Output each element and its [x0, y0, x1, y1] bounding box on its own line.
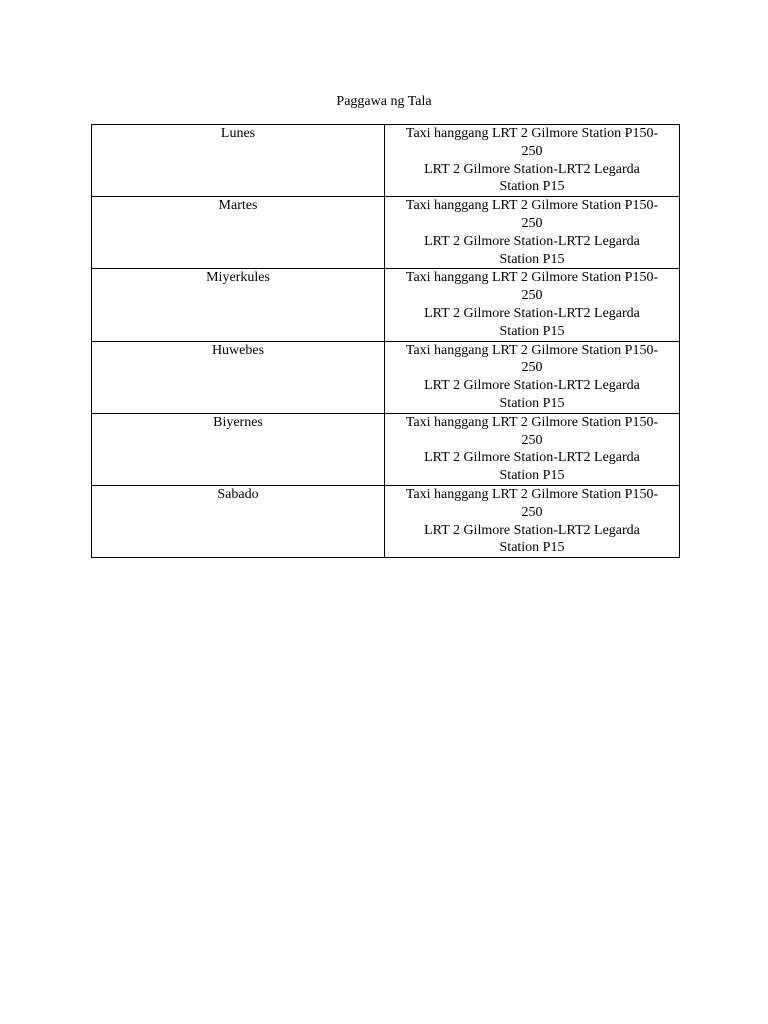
route-line: Station P15	[499, 179, 565, 195]
route-line: LRT 2 Gilmore Station-LRT2 Legarda	[424, 450, 640, 466]
route-cell	[385, 341, 680, 413]
table-row	[92, 341, 680, 413]
day-cell: Huwebes	[92, 341, 385, 413]
route-line: Station P15	[499, 468, 565, 484]
route-line: 250	[521, 432, 543, 448]
table-row	[92, 485, 680, 557]
table-row	[92, 413, 680, 485]
route-line: Taxi hanggang LRT 2 Gilmore Station P150-	[405, 342, 659, 358]
route-cell	[385, 197, 680, 269]
route-line: LRT 2 Gilmore Station-LRT2 Legarda	[424, 378, 640, 394]
page-title: Paggawa ng Tala	[336, 94, 432, 109]
day-cell: Lunes	[92, 125, 385, 197]
route-line: LRT 2 Gilmore Station-LRT2 Legarda	[424, 522, 640, 538]
route-line: Taxi hanggang LRT 2 Gilmore Station P150-	[405, 270, 659, 286]
table-row	[92, 269, 680, 341]
route-line: 250	[521, 143, 543, 159]
table-row	[92, 197, 680, 269]
route-line: 250	[521, 504, 543, 520]
table-row	[92, 125, 680, 197]
route-line: Station P15	[499, 251, 565, 267]
day-cell: Biyernes	[92, 413, 385, 485]
route-line: Taxi hanggang LRT 2 Gilmore Station P150-	[405, 486, 659, 502]
route-line: Taxi hanggang LRT 2 Gilmore Station P150-	[405, 126, 659, 141]
route-line: Station P15	[499, 540, 565, 556]
day-cell: Martes	[92, 197, 385, 269]
route-cell	[385, 269, 680, 341]
route-cell	[385, 413, 680, 485]
route-line: Station P15	[499, 395, 565, 411]
route-line: LRT 2 Gilmore Station-LRT2 Legarda	[424, 305, 640, 321]
route-line: 250	[521, 215, 543, 231]
route-line: Station P15	[499, 323, 565, 339]
route-cell	[385, 485, 680, 557]
route-line: Taxi hanggang LRT 2 Gilmore Station P150-	[405, 414, 659, 430]
route-line: LRT 2 Gilmore Station-LRT2 Legarda	[424, 233, 640, 249]
route-line: 250	[521, 288, 543, 304]
route-line: Taxi hanggang LRT 2 Gilmore Station P150-	[405, 198, 659, 214]
route-line: LRT 2 Gilmore Station-LRT2 Legarda	[424, 161, 640, 177]
route-line: 250	[521, 360, 543, 376]
day-cell: Miyerkules	[92, 269, 385, 341]
route-cell	[385, 125, 680, 197]
schedule-table	[91, 124, 680, 558]
day-cell: Sabado	[92, 485, 385, 557]
